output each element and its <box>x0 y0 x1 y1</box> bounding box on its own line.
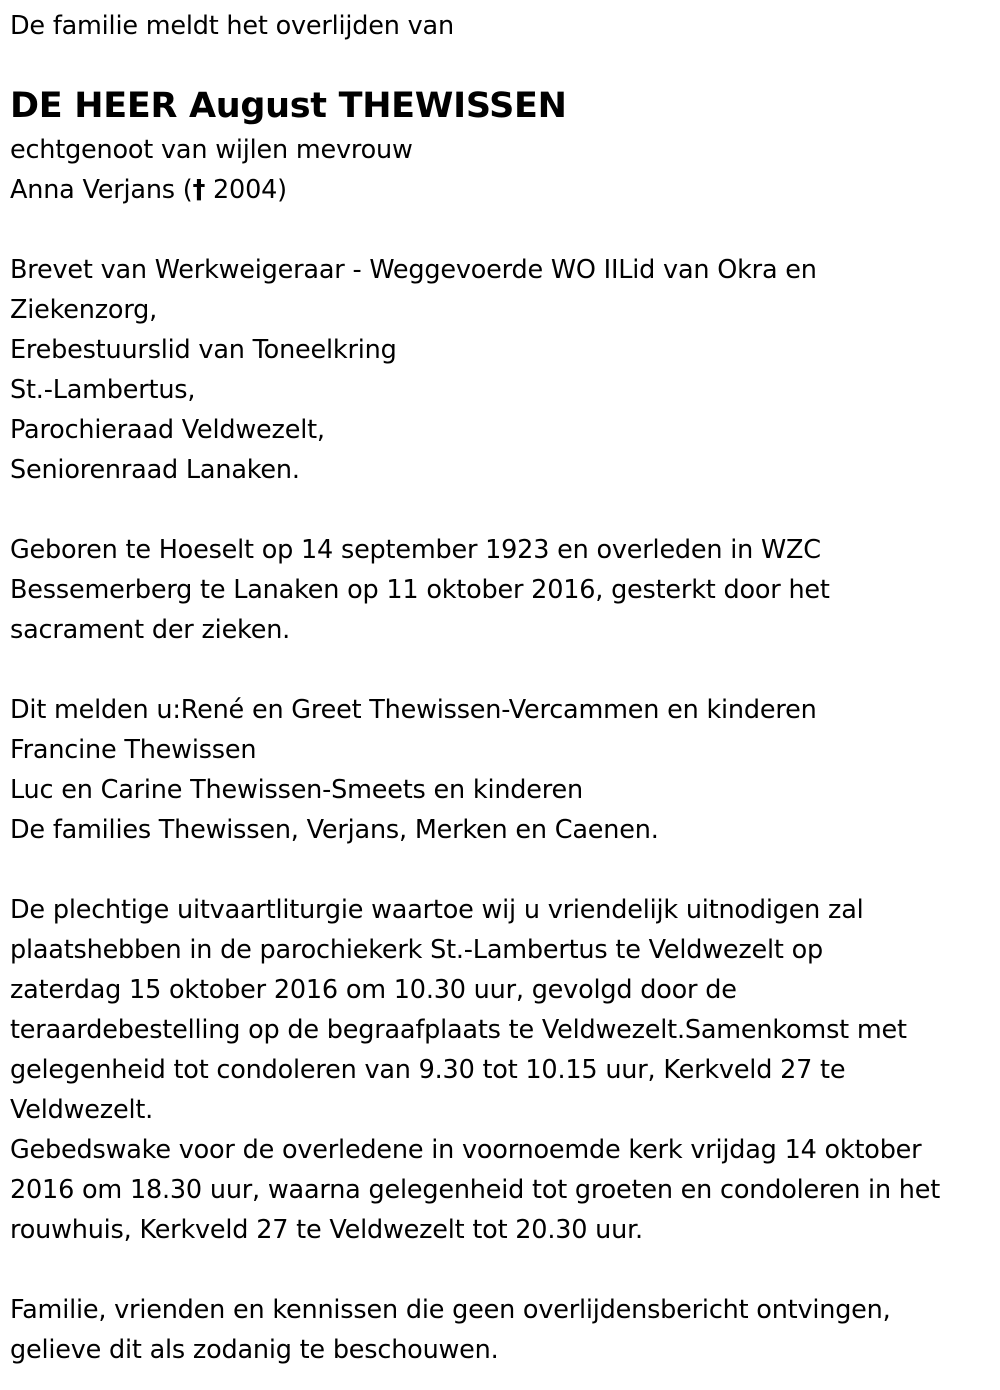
birth-death-block <box>10 530 995 650</box>
closing-line: Familie, vrienden en kennissen die geen overlijdensbericht ontvingen, <box>10 1295 891 1325</box>
intro-line: De familie meldt het overlijden van <box>10 11 454 41</box>
membership-line: St.-Lambertus, <box>10 375 196 405</box>
spouse-name-line <box>10 170 995 210</box>
closing-block <box>10 1290 995 1370</box>
announcers-block <box>10 690 995 850</box>
funeral-line: Veldwezelt. <box>10 1095 154 1125</box>
spouse-death-year: 2004) <box>205 175 287 205</box>
membership-line: Brevet van Werkweigeraar - Weggevoerde WO IILid van Okra en <box>10 255 817 285</box>
announcer-line: Francine Thewissen <box>10 735 257 765</box>
funeral-line: rouwhuis, Kerkveld 27 te Veldwezelt tot 20.30 uur. <box>10 1215 643 1245</box>
funeral-line: zaterdag 15 oktober 2016 om 10.30 uur, gevolgd door de <box>10 975 737 1005</box>
announcer-line: Luc en Carine Thewissen-Smeets en kinderen <box>10 775 583 805</box>
obituary-document <box>10 6 995 1370</box>
funeral-line: plaatshebben in de parochiekerk St.-Lambertus te Veldwezelt op <box>10 935 824 965</box>
funeral-line: teraardebestelling op de begraafplaats te Veldwezelt.Samenkomst met <box>10 1015 907 1045</box>
membership-line: Seniorenraad Lanaken. <box>10 455 300 485</box>
funeral-line: De plechtige uitvaartliturgie waartoe wij u vriendelijk uitnodigen zal <box>10 895 864 925</box>
announcer-line: De families Thewissen, Verjans, Merken en Caenen. <box>10 815 659 845</box>
cross-icon: † <box>192 175 206 205</box>
spouse-name: Anna Verjans ( <box>10 175 193 205</box>
birth-death-line: sacrament der zieken. <box>10 615 291 645</box>
announcer-line: Dit melden u:René en Greet Thewissen-Vercammen en kinderen <box>10 695 817 725</box>
birth-death-line: Bessemerberg te Lanaken op 11 oktober 2016, gesterkt door het <box>10 575 830 605</box>
spouse-line: echtgenoot van wijlen mevrouw <box>10 135 413 165</box>
funeral-line: gelegenheid tot condoleren van 9.30 tot 10.15 uur, Kerkveld 27 te <box>10 1055 846 1085</box>
funeral-line: Gebedswake voor de overledene in voornoemde kerk vrijdag 14 oktober <box>10 1135 922 1165</box>
birth-death-line: Geboren te Hoeselt op 14 september 1923 en overleden in WZC <box>10 535 821 565</box>
deceased-name: DE HEER August THEWISSEN <box>10 86 567 126</box>
membership-line: Ziekenzorg, <box>10 295 158 325</box>
closing-line: gelieve dit als zodanig te beschouwen. <box>10 1335 499 1365</box>
spacer <box>10 210 995 250</box>
memberships-block <box>10 250 995 490</box>
membership-line: Parochieraad Veldwezelt, <box>10 415 325 445</box>
spacer <box>10 490 995 530</box>
membership-line: Erebestuurslid van Toneelkring <box>10 335 397 365</box>
funeral-line: 2016 om 18.30 uur, waarna gelegenheid tot groeten en condoleren in het <box>10 1175 941 1205</box>
spacer <box>10 850 995 890</box>
spacer <box>10 1250 995 1290</box>
spacer <box>10 650 995 690</box>
funeral-block <box>10 890 995 1250</box>
